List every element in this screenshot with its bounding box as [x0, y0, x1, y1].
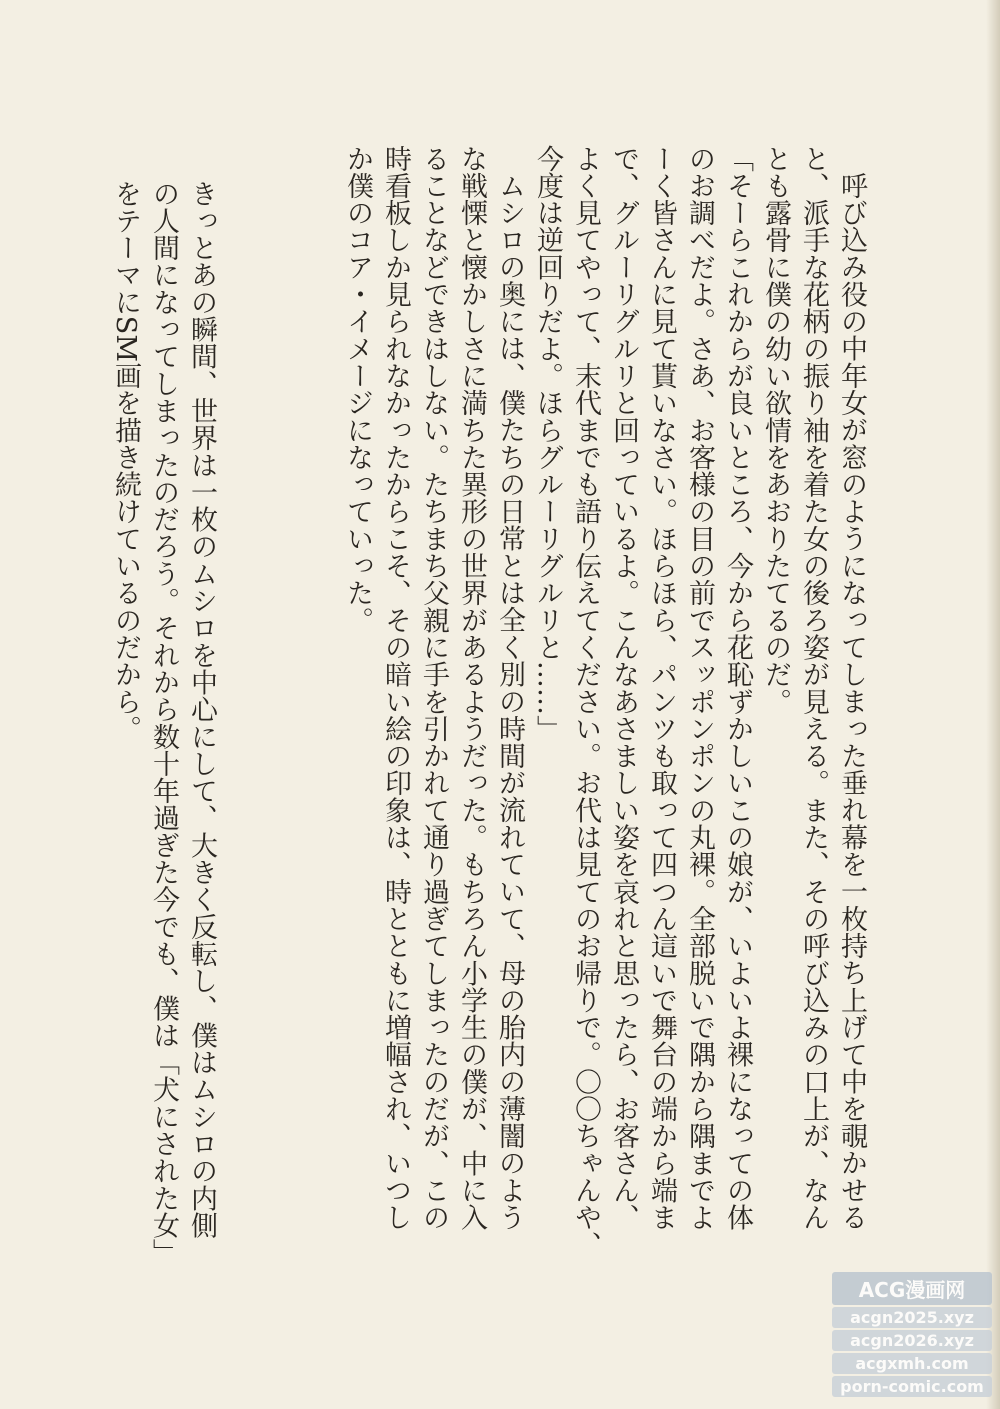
- watermark-url: acgxmh.com: [832, 1353, 992, 1374]
- watermark-url: acgn2025.xyz: [832, 1307, 992, 1328]
- text-line: ムシロの奥には、僕たちの日常とは全く別の時間が流れていて、母の胎内の薄闇のよう: [494, 172, 525, 1231]
- page-edge-shadow: [986, 0, 1000, 1409]
- text-line: ることなどできはしない。たちまち父親に手を引かれて通り過ぎてしまったのだが、この: [418, 145, 449, 1231]
- text-line: か僕のコア・イメージになっていった。: [342, 145, 373, 634]
- text-line: 今度は逆回りだよ。ほらグルーリグルリと……」: [532, 145, 563, 743]
- watermark: [832, 1272, 992, 1399]
- watermark-url: porn-comic.com: [832, 1376, 992, 1397]
- text-line: よく見てやって、末代までも語り伝えてください。お代は見てのお帰りで。〇〇ちゃんや、: [570, 145, 601, 1259]
- text-line: 「そーらこれからが良いところ、今から花恥ずかしいこの娘が、いよいよ裸になっての体: [722, 145, 753, 1231]
- text-line: 呼び込み役の中年女が窓のようになってしまった垂れ幕を一枚持ち上げて中を覗かせる: [836, 172, 867, 1231]
- text-line: な戦慄と懐かしさに満ちた異形の世界があるようだった。もちろん小学生の僕が、中に入: [456, 145, 487, 1231]
- text-line: とも露骨に僕の幼い欲情をあおりたてるのだ。: [760, 145, 791, 716]
- text-line: ーく皆さんに見て貰いなさい。ほらほら、パンツも取って四つん這いで舞台の端から端ま: [646, 145, 677, 1231]
- main-text-column: [338, 145, 870, 1259]
- closing-text-column: [106, 180, 220, 1266]
- text-line: きっとあの瞬間、世界は一枚のムシロを中心にして、大きく反転し、僕はムシロの内側: [186, 180, 217, 1239]
- text-line: で、グルーリグルリと回っているよ。こんなあさましい姿を哀れと思ったら、お客さん、: [608, 145, 639, 1231]
- text-line: をテーマにSM画を描き続けているのだから。: [110, 180, 141, 743]
- watermark-url: acgn2026.xyz: [832, 1330, 992, 1351]
- text-line: と、派手な花柄の振り袖を着た女の後ろ姿が見える。また、その呼び込みの口上が、なん: [798, 145, 829, 1231]
- watermark-logo: ACG漫画网: [832, 1272, 992, 1305]
- text-line: 時看板しか見られなかったからこそ、その暗い絵の印象は、時とともに増幅され、いつし: [380, 145, 411, 1231]
- text-line: のお調べだよ。さあ、お客様の目の前でスッポンポンの丸裸。全部脱いで隅から隅までよ: [684, 145, 715, 1231]
- text-line: の人間になってしまったのだろう。それから数十年過ぎた今でも、僕は「犬にされた女」: [148, 180, 179, 1266]
